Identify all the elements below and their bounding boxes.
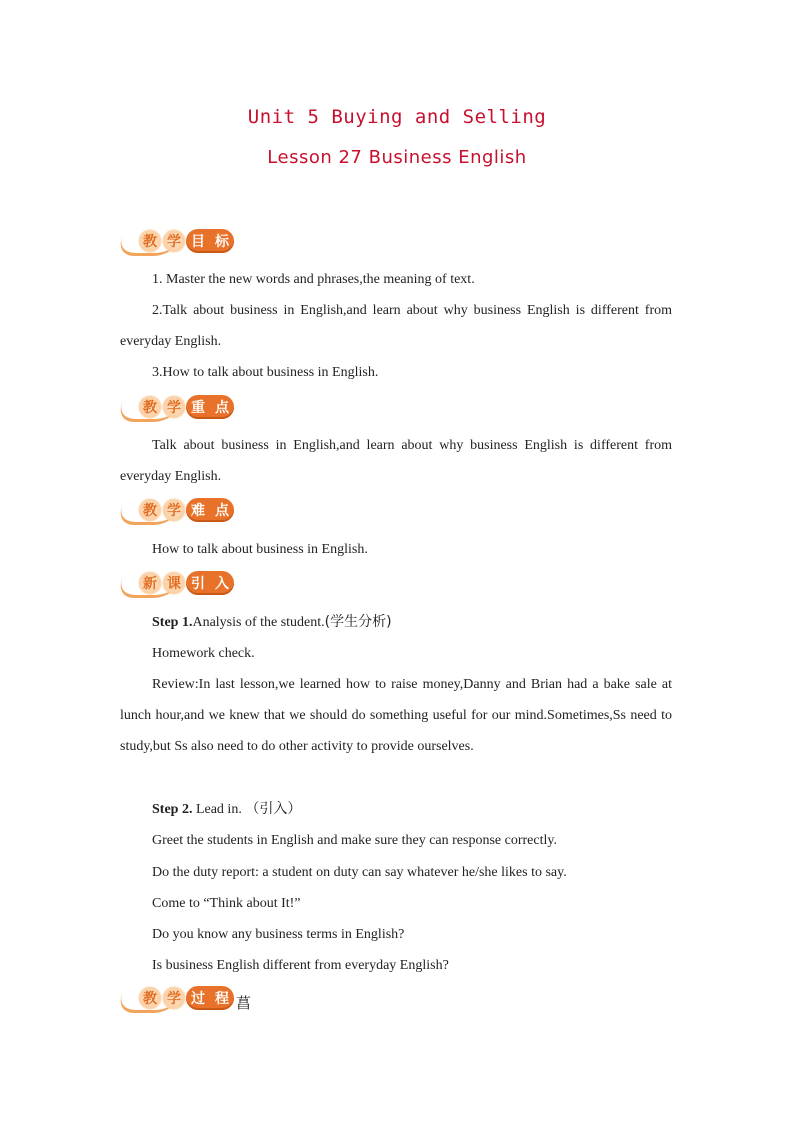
badge-char: 学 — [162, 395, 186, 419]
step1-line-homework: Homework check. — [152, 646, 255, 661]
badge-char: 教 — [138, 229, 162, 253]
step2-line-different: Is business English different from everyday English? — [152, 958, 449, 973]
badge-char: 难 — [186, 498, 210, 522]
step1-heading — [120, 607, 672, 638]
step2-line-greet: Greet the students in English and make sure they can response correctly. — [152, 833, 557, 848]
step2-label: Step 2. — [152, 802, 193, 817]
objective-2: 2.Talk about business in English,and learn about why business English is different from everyday English. — [120, 303, 672, 349]
objective-1: 1. Master the new words and phrases,the meaning of text. — [152, 272, 475, 287]
key-points-text: Talk about business in English,and learn about why business English is different from everyday English. — [120, 438, 672, 484]
badge-char: 点 — [210, 395, 234, 419]
badge-char: 教 — [138, 986, 162, 1010]
badge-char: 重 — [186, 395, 210, 419]
badge-char: 新 — [138, 571, 162, 595]
badge-char: 教 — [138, 395, 162, 419]
trailing-glyph: 菖 — [236, 994, 252, 1012]
step2-cn: （引入） — [245, 801, 302, 817]
step1-title: Analysis of the student. — [192, 615, 325, 630]
step1-cn: (学生分析) — [324, 614, 392, 630]
unit-title: Unit 5 Buying and Selling — [247, 106, 547, 128]
difficulties-text: How to talk about business in English. — [152, 542, 368, 557]
section-badge-difficulties — [118, 498, 228, 524]
badge-char: 点 — [210, 498, 234, 522]
step1-label: Step 1. — [152, 615, 193, 630]
badge-char: 教 — [138, 498, 162, 522]
step1-line-review: Review:In last lesson,we learned how to raise money,Danny and Brian had a bake sale at lunch hour,and we knew that we should do something useful for our mind.Sometimes,Ss need to study,but Ss also need to do other activity to provide ourselves. — [120, 677, 672, 754]
badge-char: 过 — [186, 986, 210, 1010]
step2-title: Lead in. — [192, 802, 246, 817]
step2-line-duty: Do the duty report: a student on duty can say whatever he/she likes to say. — [152, 865, 567, 880]
badge-char: 程 — [210, 986, 234, 1010]
objective-3: 3.How to talk about business in English. — [152, 365, 379, 380]
badge-char: 标 — [210, 229, 234, 253]
section-badge-objectives — [118, 229, 228, 255]
badge-char: 引 — [186, 571, 210, 595]
step2-line-terms: Do you know any business terms in English? — [152, 927, 405, 942]
lesson-title: Lesson 27 Business English — [267, 147, 527, 168]
badge-char: 学 — [162, 986, 186, 1010]
badge-char: 学 — [162, 498, 186, 522]
badge-char: 入 — [210, 571, 234, 595]
section-badge-intro — [118, 571, 228, 597]
section-badge-process — [118, 986, 258, 1012]
step2-line-think: Come to “Think about It!” — [152, 896, 301, 911]
badge-char: 课 — [162, 571, 186, 595]
section-badge-key-points — [118, 395, 228, 421]
badge-char: 学 — [162, 229, 186, 253]
step2-heading — [120, 794, 672, 825]
badge-char: 目 — [186, 229, 210, 253]
